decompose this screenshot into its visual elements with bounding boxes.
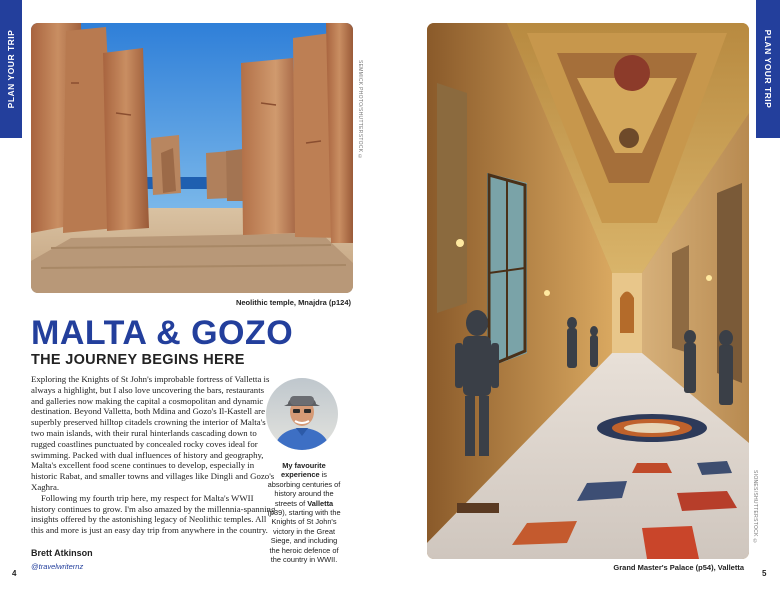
favourite-text: is absorbing centuries of history around the streets of bbox=[267, 470, 341, 508]
favourite-text: (p39), starting with the Knights of St John's victory in the Great Siege, and including the heroic defence of the country in WWII. bbox=[267, 508, 341, 565]
palace-photo-credit: SIONES/SHUTTERSTOCK © bbox=[752, 470, 758, 545]
intro-paragraph: Following my fourth trip here, my respect for Malta's WWII history continues to grow. I'm also amazed by the millennia-spanning insights offered by the astonishing legacy of Neolithic temples. All this and more is just an easy day trip from anywhere in the country. bbox=[31, 492, 276, 536]
section-tab-right bbox=[756, 0, 780, 138]
intro-text bbox=[31, 374, 276, 536]
page-number-left: 4 bbox=[12, 569, 17, 578]
section-tab-label: PLAN YOUR TRIP bbox=[6, 29, 16, 109]
favourite-experience bbox=[266, 461, 342, 564]
neolithic-temple-photo bbox=[31, 23, 353, 293]
favourite-lead: My favourite experience bbox=[280, 461, 326, 480]
temple-photo-caption: Neolithic temple, Mnajdra (p124) bbox=[235, 298, 351, 307]
author-handle[interactable]: @travelwriternz bbox=[31, 562, 84, 571]
favourite-place: Valletta bbox=[307, 498, 334, 508]
page-subtitle: THE JOURNEY BEGINS HERE bbox=[31, 352, 245, 368]
section-tab-left bbox=[0, 0, 22, 138]
temple-photo-credit: SEMMICK PHOTO/SHUTTERSTOCK © bbox=[357, 60, 363, 161]
palace-photo-caption: Grand Master's Palace (p54), Valletta bbox=[613, 563, 744, 572]
author-avatar bbox=[266, 378, 338, 450]
author-name: Brett Atkinson bbox=[31, 548, 93, 558]
section-tab-label: PLAN YOUR TRIP bbox=[763, 29, 773, 109]
page-title: MALTA & GOZO bbox=[31, 314, 294, 352]
page-number-right: 5 bbox=[762, 569, 767, 578]
grand-masters-palace-photo bbox=[427, 23, 749, 559]
intro-paragraph: Exploring the Knights of St John's improbable fortress of Valletta is always a highlight, but I also love uncovering the bars, restaurants and galleries now making the capital a cosmopolitan and dynamic destination. Beyond Valletta, both Mdina and Gozo's Il-Kastell are superbly preserved hilltop citadels crowning the interior of Malta's two main islands, with their rural hinterlands cascading down to rugged coastlines punctuated by concealed rocky coves ideal for swimming. Packed with dual influences of history and geography, Malta's excellent food scene continues to develop, especially in historic Rabat, and smaller towns and villages like Dingli and Gozo's Xagħra. bbox=[31, 374, 275, 492]
